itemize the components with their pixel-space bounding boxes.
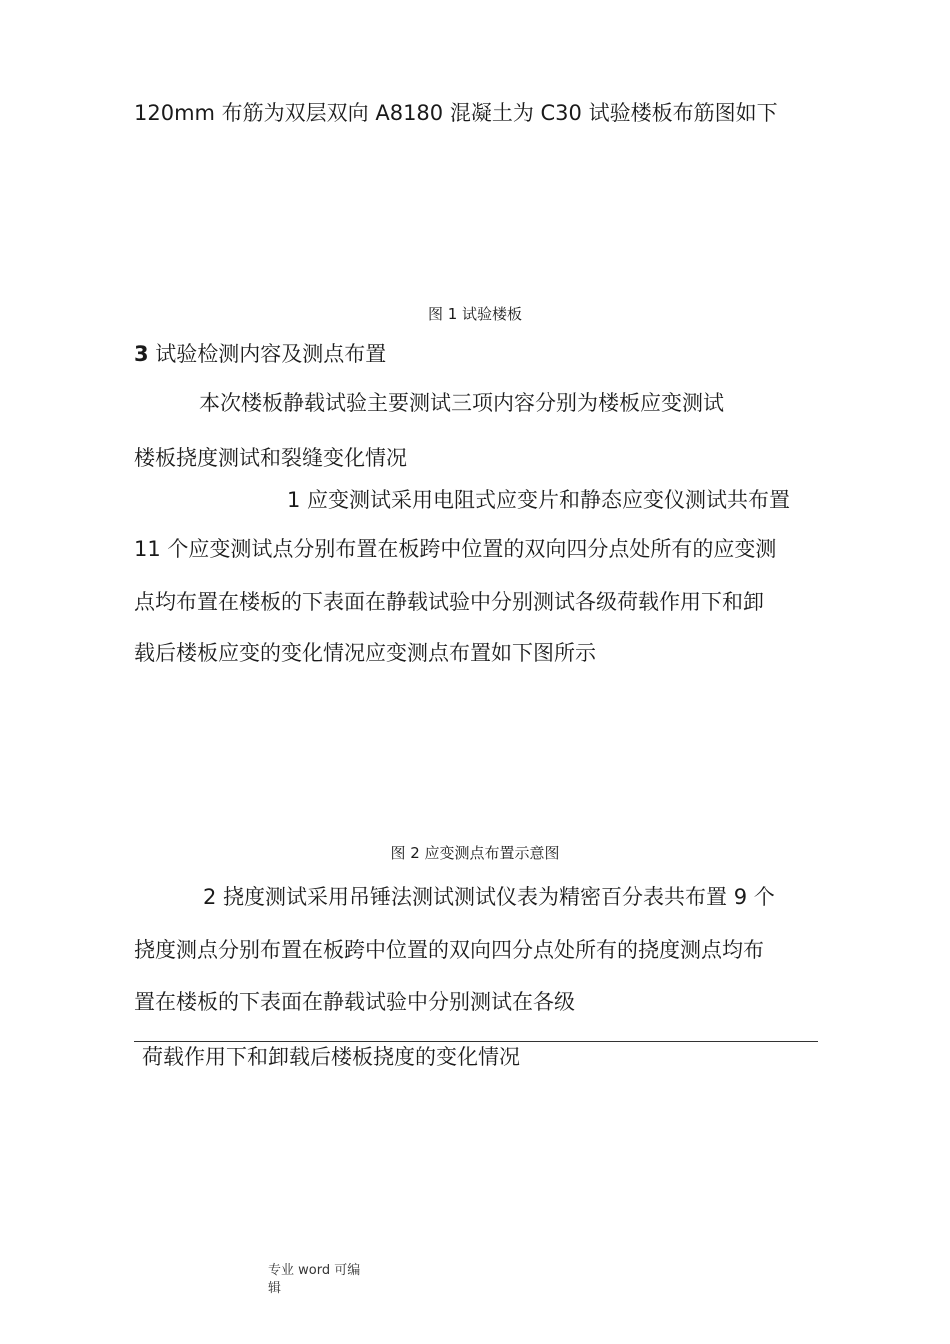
figure-2-caption: 图 2 应变测点布置示意图 [390,844,560,862]
paragraph-1-line-1: 本次楼板静载试验主要测试三项内容分别为楼板应变测试 [199,391,724,415]
footer-line-1: 专业 word 可编 [268,1263,361,1278]
intro-line: 120mm 布筋为双层双向 A8180 混凝土为 C30 试验楼板布筋图如下 [134,101,778,125]
paragraph-1-line-2: 楼板挠度测试和裂缝变化情况 [134,446,407,470]
paragraph-2-line-4: 载后楼板应变的变化情况应变测点布置如下图所示 [134,641,596,665]
footer-line-2: 辑 [268,1281,282,1296]
section-3-number: 3 [134,342,149,366]
section-3-title: 试验检测内容及测点布置 [148,342,387,366]
paragraph-2-line-1: 1 应变测试采用电阻式应变片和静态应变仪测试共布置 [287,488,791,512]
footer-note [268,1262,360,1298]
paragraph-2-line-2: 11 个应变测试点分别布置在板跨中位置的双向四分点处所有的应变测 [134,537,777,561]
paragraph-3-line-2: 挠度测点分别布置在板跨中位置的双向四分点处所有的挠度测点均布 [134,938,764,962]
horizontal-rule [134,1041,818,1042]
paragraph-3-line-4: 荷载作用下和卸载后楼板挠度的变化情况 [142,1045,520,1069]
paragraph-3-line-3: 置在楼板的下表面在静载试验中分别测试在各级 [134,990,575,1014]
figure-1-caption: 图 1 试验楼板 [427,305,523,323]
paragraph-3-line-1: 2 挠度测试采用吊锤法测试测试仪表为精密百分表共布置 9 个 [203,885,775,909]
paragraph-2-line-3: 点均布置在楼板的下表面在静载试验中分别测试各级荷载作用下和卸 [134,590,764,614]
section-3-heading [134,341,386,367]
